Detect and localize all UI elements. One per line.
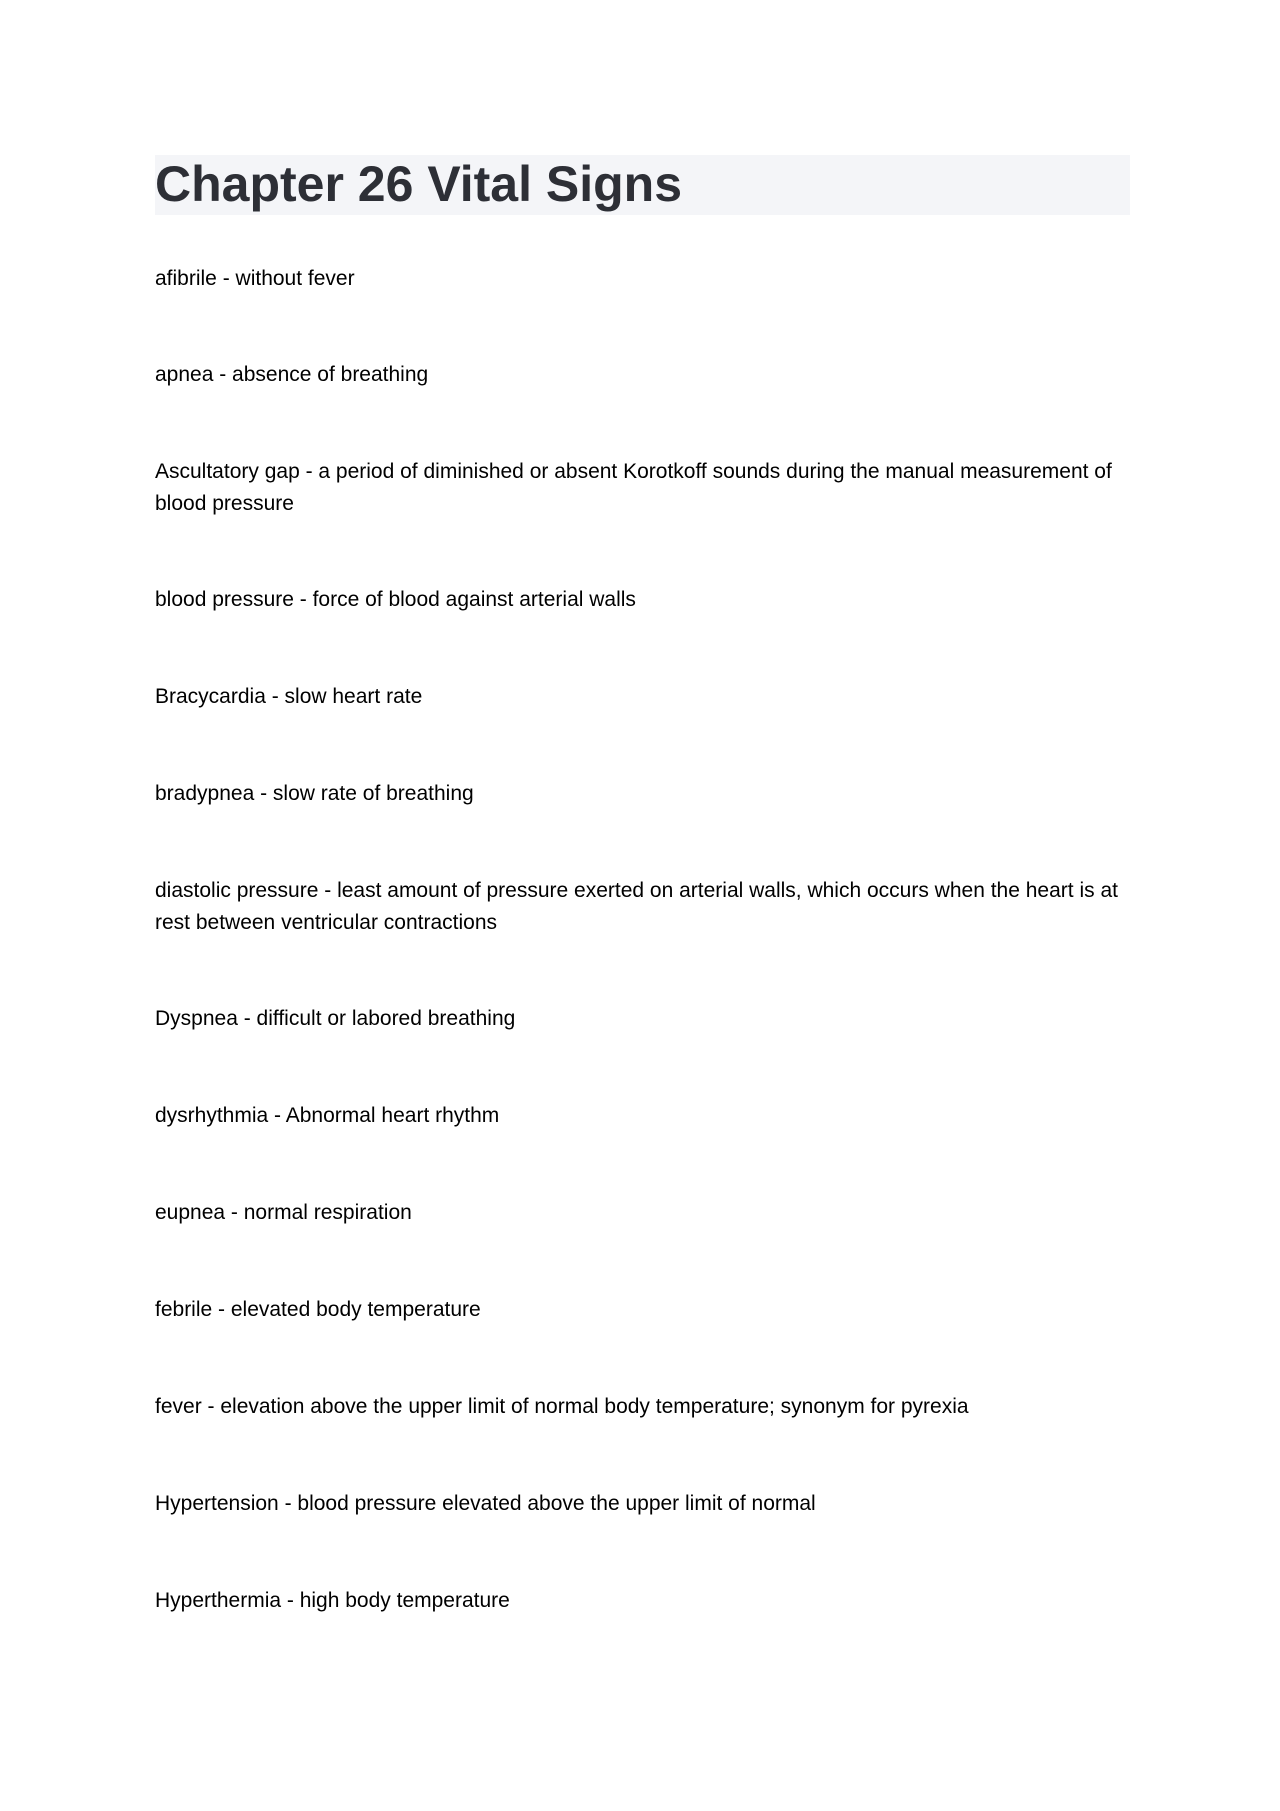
term-item: eupnea - normal respiration (155, 1201, 412, 1224)
term-item: febrile - elevated body temperature (155, 1298, 481, 1321)
term-item: bradypnea - slow rate of breathing (155, 782, 474, 805)
term-item: Bracycardia - slow heart rate (155, 685, 423, 708)
term-item: apnea - absence of breathing (155, 363, 429, 386)
term-item: afibrile - without fever (155, 267, 355, 290)
term-item: fever - elevation above the upper limit of normal body temperature; synonym for pyrexia (155, 1395, 969, 1418)
term-item: dysrhythmia - Abnormal heart rhythm (155, 1104, 500, 1127)
term-item: Hypertension - blood pressure elevated above the upper limit of normal (155, 1492, 816, 1515)
term-item: Dyspnea - difficult or labored breathing (155, 1007, 516, 1030)
term-item: Ascultatory gap - a period of diminished or absent Korotkoff sounds during the manual measurement of blood pressure (155, 460, 1112, 515)
term-item: Hyperthermia - high body temperature (155, 1589, 510, 1612)
term-item: diastolic pressure - least amount of pressure exerted on arterial walls, which occurs when the heart is at rest between ventricular contractions (155, 879, 1118, 934)
term-item: blood pressure - force of blood against arterial walls (155, 588, 636, 611)
page-title: Chapter 26 Vital Signs (155, 156, 683, 212)
